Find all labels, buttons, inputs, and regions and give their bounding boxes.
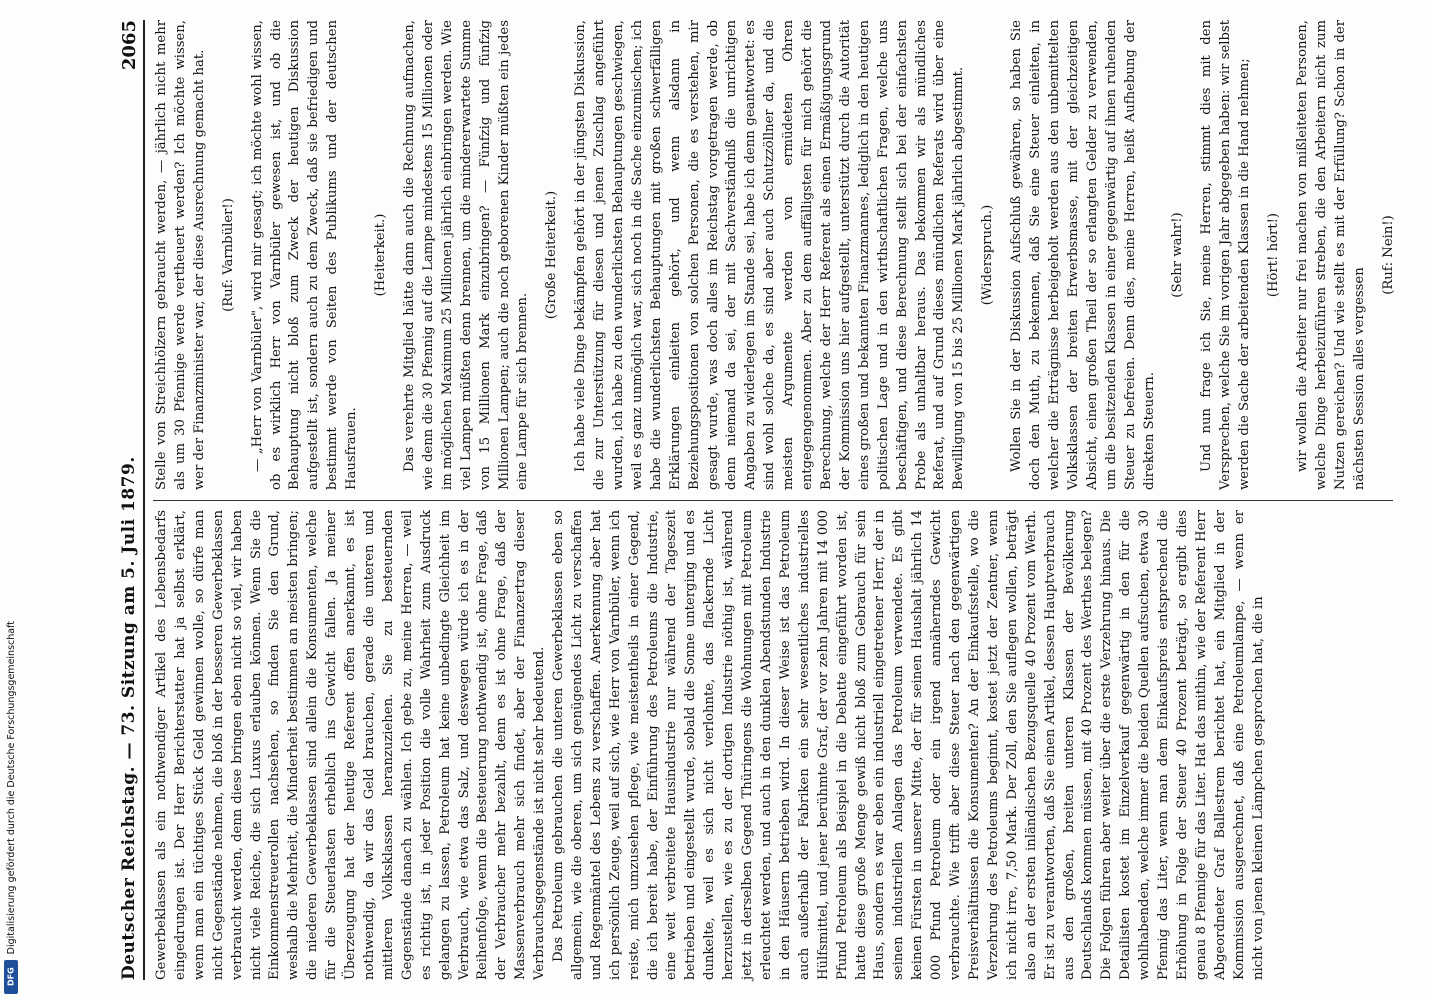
interjection-5: (Sehr wahr!) — [1170, 212, 1186, 298]
right-paragraph-6: Und nun frage ich Sie, meine Herren, stimmt dies mit den Versprechen, welche Sie im vorigen Jahr abgegeben haben: wir selbst werden die Sache der arbeitenden Klassen in die Hand nehmen; — [1199, 20, 1253, 490]
right-paragraph-7: wir wollen die Arbeiter nur frei machen von mißleiteten Personen, welche Dinge herbeizuführen streben, die den Arbeitern nicht zum Nutzen gereichen? Und wie stellt es mit der Erfüllung? Schon in der nächsten Session alles vergessen — [1294, 20, 1367, 490]
page-number: 2065 — [118, 20, 140, 71]
right-paragraph-3: Das verehrte Mitglied hätte dann auch die Rechnung aufmachen, wie denn die 30 Pfennig auf die Lampe mindestens 15 Millionen oder im möglichen Maximum 25 Millionen jährlich einbringen werden. Wie viel Lampen müßten denn brennen, um die mindererwartete Summe von 15 Millionen Mark einzubringen? — Fünfzig und fünfzig Millionen Lampen; auch die noch geborenen Kinder müßten ein jedes eine Lampe für sich brennen. — [401, 20, 531, 490]
credit-text: Digitalisierung gefördert durch die Deutsche Forschungsgemeinschaft — [5, 620, 17, 954]
right-paragraph-5: Wollen Sie in der Diskussion Aufschluß gewähren, so haben Sie doch den Muth, zu bekennen, daß Sie eine Steuer einleiten, in welcher die Erträgnisse herbeigeholt werden aus den unbemittelten Volksklassen der breiten Erwerbsmasse, mit der gleichzeitigen Absicht, einen großen Theil der so erlangten Gelder zu verwenden, um die besitzenden Klassen in einer gegenwärtig auf ihnen ruhenden Steuer zu befreien. Denn dies, meine Herren, heißt Aufhebung der direkten Steuern. — [1009, 20, 1157, 490]
right-paragraph-2: — „Herr von Varnbüler", wird mir gesagt; ich möchte wohl wissen, ob es wirklich Herr von Varnbüler gewesen ist, und ob die Behauptung nicht bloß zum Zweck der heutigen Diskussion aufgestellt ist, sondern auch zu dem Zweck, daß sie befriedigen und bestimmt werde von Seiten des Publikums und der deutschen Hausfrauen. — [249, 20, 360, 490]
right-paragraph-1: Stelle von Streichhölzern gebraucht werden, — jährlich nicht mehr als um 30 Pfennige werde vertheuert werden? Ich möchte wissen, wer der Finanzminister war, der diese Ausrechnung gemacht hat. — [154, 20, 207, 490]
rotated-scan — [115, 10, 1405, 990]
left-paragraph-1: Gewerbeklassen als ein nothwendiger Artikel des Lebensbedarfs eingedrungen ist. Der Herr Berichterstatter hat ja selbst erklärt, wenn man ein tüchtiges Stück Geld gewinnen wolle, so dürfe man nicht Gegenstände nehmen, die bloß in der besseren Gewerbeklassen verbraucht werden, denn diese bringen eben nicht so viel, wir haben nicht viele Reiche, die sich Luxus erlauben können. Wenn Sie die Einkommenstreuerollen nachsehen, so finden Sie den Grund, weshalb die Mehrheit, die Minderheit bestimmen an meisten bringen; die niederen Gewerbeklassen sind allein die Konsumenten, welche für die Steuerlasten erheblich ins Gewicht fallen. Ja meiner Überzeugung hat der heutige Referent offen anerkannt, es ist nothwendig, da wir das Geld brauchen, gerade die unteren und mittleren Volksklassen heranzuziehen. Sie zu besteuernden Gegenstände danach zu wählen. Ich gebe zu, meine Herren, — weil es richtig ist, in jeder Position die volle Wahrheit zum Ausdruck gelangen zu lassen, Petroleum hat keine unbedingte Gleichheit im Verbrauch, wie etwa das Salz, und deswegen würde ich es in der Reihenfolge, wenn die Besteuerung nothwendig ist, ohne Frage, daß der Verbraucher mehr bezahlt, denn es ist ohne Frage, daß der Massenverbrauch mehr sich findet, aber der Finanzertrag dieser Verbrauchsgegenstände ist nicht sehr bedeutend. — [154, 510, 548, 980]
dfg-logo-icon: DFG — [4, 960, 18, 994]
interjection-4: (Widerspruch.) — [980, 204, 996, 306]
left-column — [153, 510, 1393, 980]
interjection-6: (Hört! hört!) — [1266, 212, 1282, 298]
right-column — [153, 20, 1396, 490]
interjection-1: (Ruf: Varnbüler!) — [220, 198, 236, 312]
digitization-credit — [4, 621, 18, 994]
right-paragraph-4: Ich habe viele Dinge bekämpfen gehört in der jüngsten Diskussion, die zur Unterstützung für diesen und jenen Zuschlag angeführt wurden, ich habe zu den wunderlichsten Behauptungen geschwiegen, weil es ganz unmöglich war, sich noch in die Sache einzumischen; ich habe die wunderlichsten Behauptungen mit großen schwerfälligen Erklärungen einleiten gehört, und wenn alsdann in Beziehungspositionen von solchen Personen, die es verstehen, mir gesagt wurde, was doch alles im Reichstag vorgetragen werde, ob denn niemand da sei, der mit Sachverständniß die unrichtigen Angaben zu widerlegen im Stande sei, habe ich denn geantwortet: es sind wohl solche da, es sind aber auch Schutzzöllner da, und die meisten Argumente werden von ermüdeten Ohren entgegengenommen. Aber zu dem auffälligsten für mich gehört die Berechnung, welche der Herr Referent als einen Ermäßigungsgrund der Kommission uns hier aufgestellt, unterstützt durch die Autorität eines großen und bekannten Finanzmannes, lediglich in den heutigen politischen Lage und in den wirthschaftlichen Fragen, welche uns beschäftigen, und diese Berechnung stellt sich bei der einfachsten Probe als unhaltbar heraus. Das bekommen wir als mündliches Referat, und auf Grund dieses mündlichen Referats wird über eine Bewilligung von 15 bis 25 Millionen Mark jährlich abgestimmt. — [573, 20, 967, 490]
left-paragraph-2: Das Petroleum gebrauchen die unteren Gewerbeklassen eben so allgemein, wie die oberen, um sich genügendes Licht zu verschaffen und Regenmäntel des Lebens zu verschaffen. Anerkennung aber hat ich persönlich Zeuge, weil auf sich, wie Herr von Varnbüler, wenn ich reiste, mich umzusehen pflege, wie meistentheils in einer Gegend, die ich bereit habe, der Einführung des Petroleums die Industrie, eine weit verbreitete Hausindustrie nur während der Tageszeit betrieben und eingestellt wurde, sobald die Sonne unterging und es dunkelte, weil es sich nicht verlohnte, das flackernde Licht herzustellen, wie es zu der dortigen Industrie nöthig ist, während jetzt in derselben Gegend Thüringens die Wohnungen mit Petroleum erleuchtet werden, und auch in den dunklen Abendstunden Industrie in den Häusern betrieben wird. In dieser Weise ist das Petroleum auch außerhalb der Fabriken ein sehr wesentliches industrielles Hülfsmittel, und jener berühmte Graf, der vor zehn Jahren mit 14 000 Pfund Petroleum als Beispiel in die Debatte eingeführt worden ist, hatte diese große Menge gewiß nicht bloß zum Gebrauch für sein Haus, sondern es war eben ein industriell eingetretener Herr, der in seinen industriellen Anlagen das Petroleum verwendete. Es gibt keinen Fürsten in unserer Mitte, der für seinen Haushalt jährlich 14 000 Pfund Petroleum oder ein irgend annäherndes Gewicht verbrauchte. Wie trifft aber diese Steuer nach den gegenwärtigen Preisverhältnissen die Konsumenten? An der Einkaufsstelle, wo die Verzehrung des Petroleums beginnt, kostet jetzt der Zentner, wenn ich nicht irre, 7,50 Mark. Der Zoll, den Sie auflegen wollen, beträgt also an der ersten inländischen Bezugsquelle 40 Prozent vom Werth. Er ist zu verantworten, daß Sie einen Artikel, dessen Hauptverbrauch aus den großen, breiten unteren Klassen der Bevölkerung Deutschlands kommen müssen, mit 40 Prozent des Werthes belegen? Die Folgen führen aber weiter über die erste Verzehrung hinaus. Die Detailisten kostet im Einzelverkauf gegenwärtig in den für die wohlhabenden, welche immer die beiden Quellen aufsuchen, etwa 30 Pfennig das Liter, wenn man dem Einkaufspreis entsprechend die Erhöhung in Folge der Steuer 40 Prozent beträgt, so ergibt dies genau 8 Pfennige für das Liter. Hat das mithin, wie der Referent Herr Abgeordneter Graf Ballestrem berichtet hat, ein Mitglied in der Kommission ausgerechnet, daß eine Petroleumlampe, — wenn er nicht von jenen kleinen Lämpchen gesprochen hat, die in — [551, 510, 1266, 980]
header-title: Deutscher Reichstag. — 73. Sitzung am 5. Juli 1879. — [119, 456, 139, 980]
interjection-3: (Große Heiterkeit.) — [544, 190, 560, 320]
page-header — [115, 20, 145, 980]
interjection-7: (Ruf: Nein!) — [1380, 215, 1396, 295]
column-divider — [153, 500, 1393, 501]
interjection-2: (Heiterkeit.) — [373, 213, 389, 297]
